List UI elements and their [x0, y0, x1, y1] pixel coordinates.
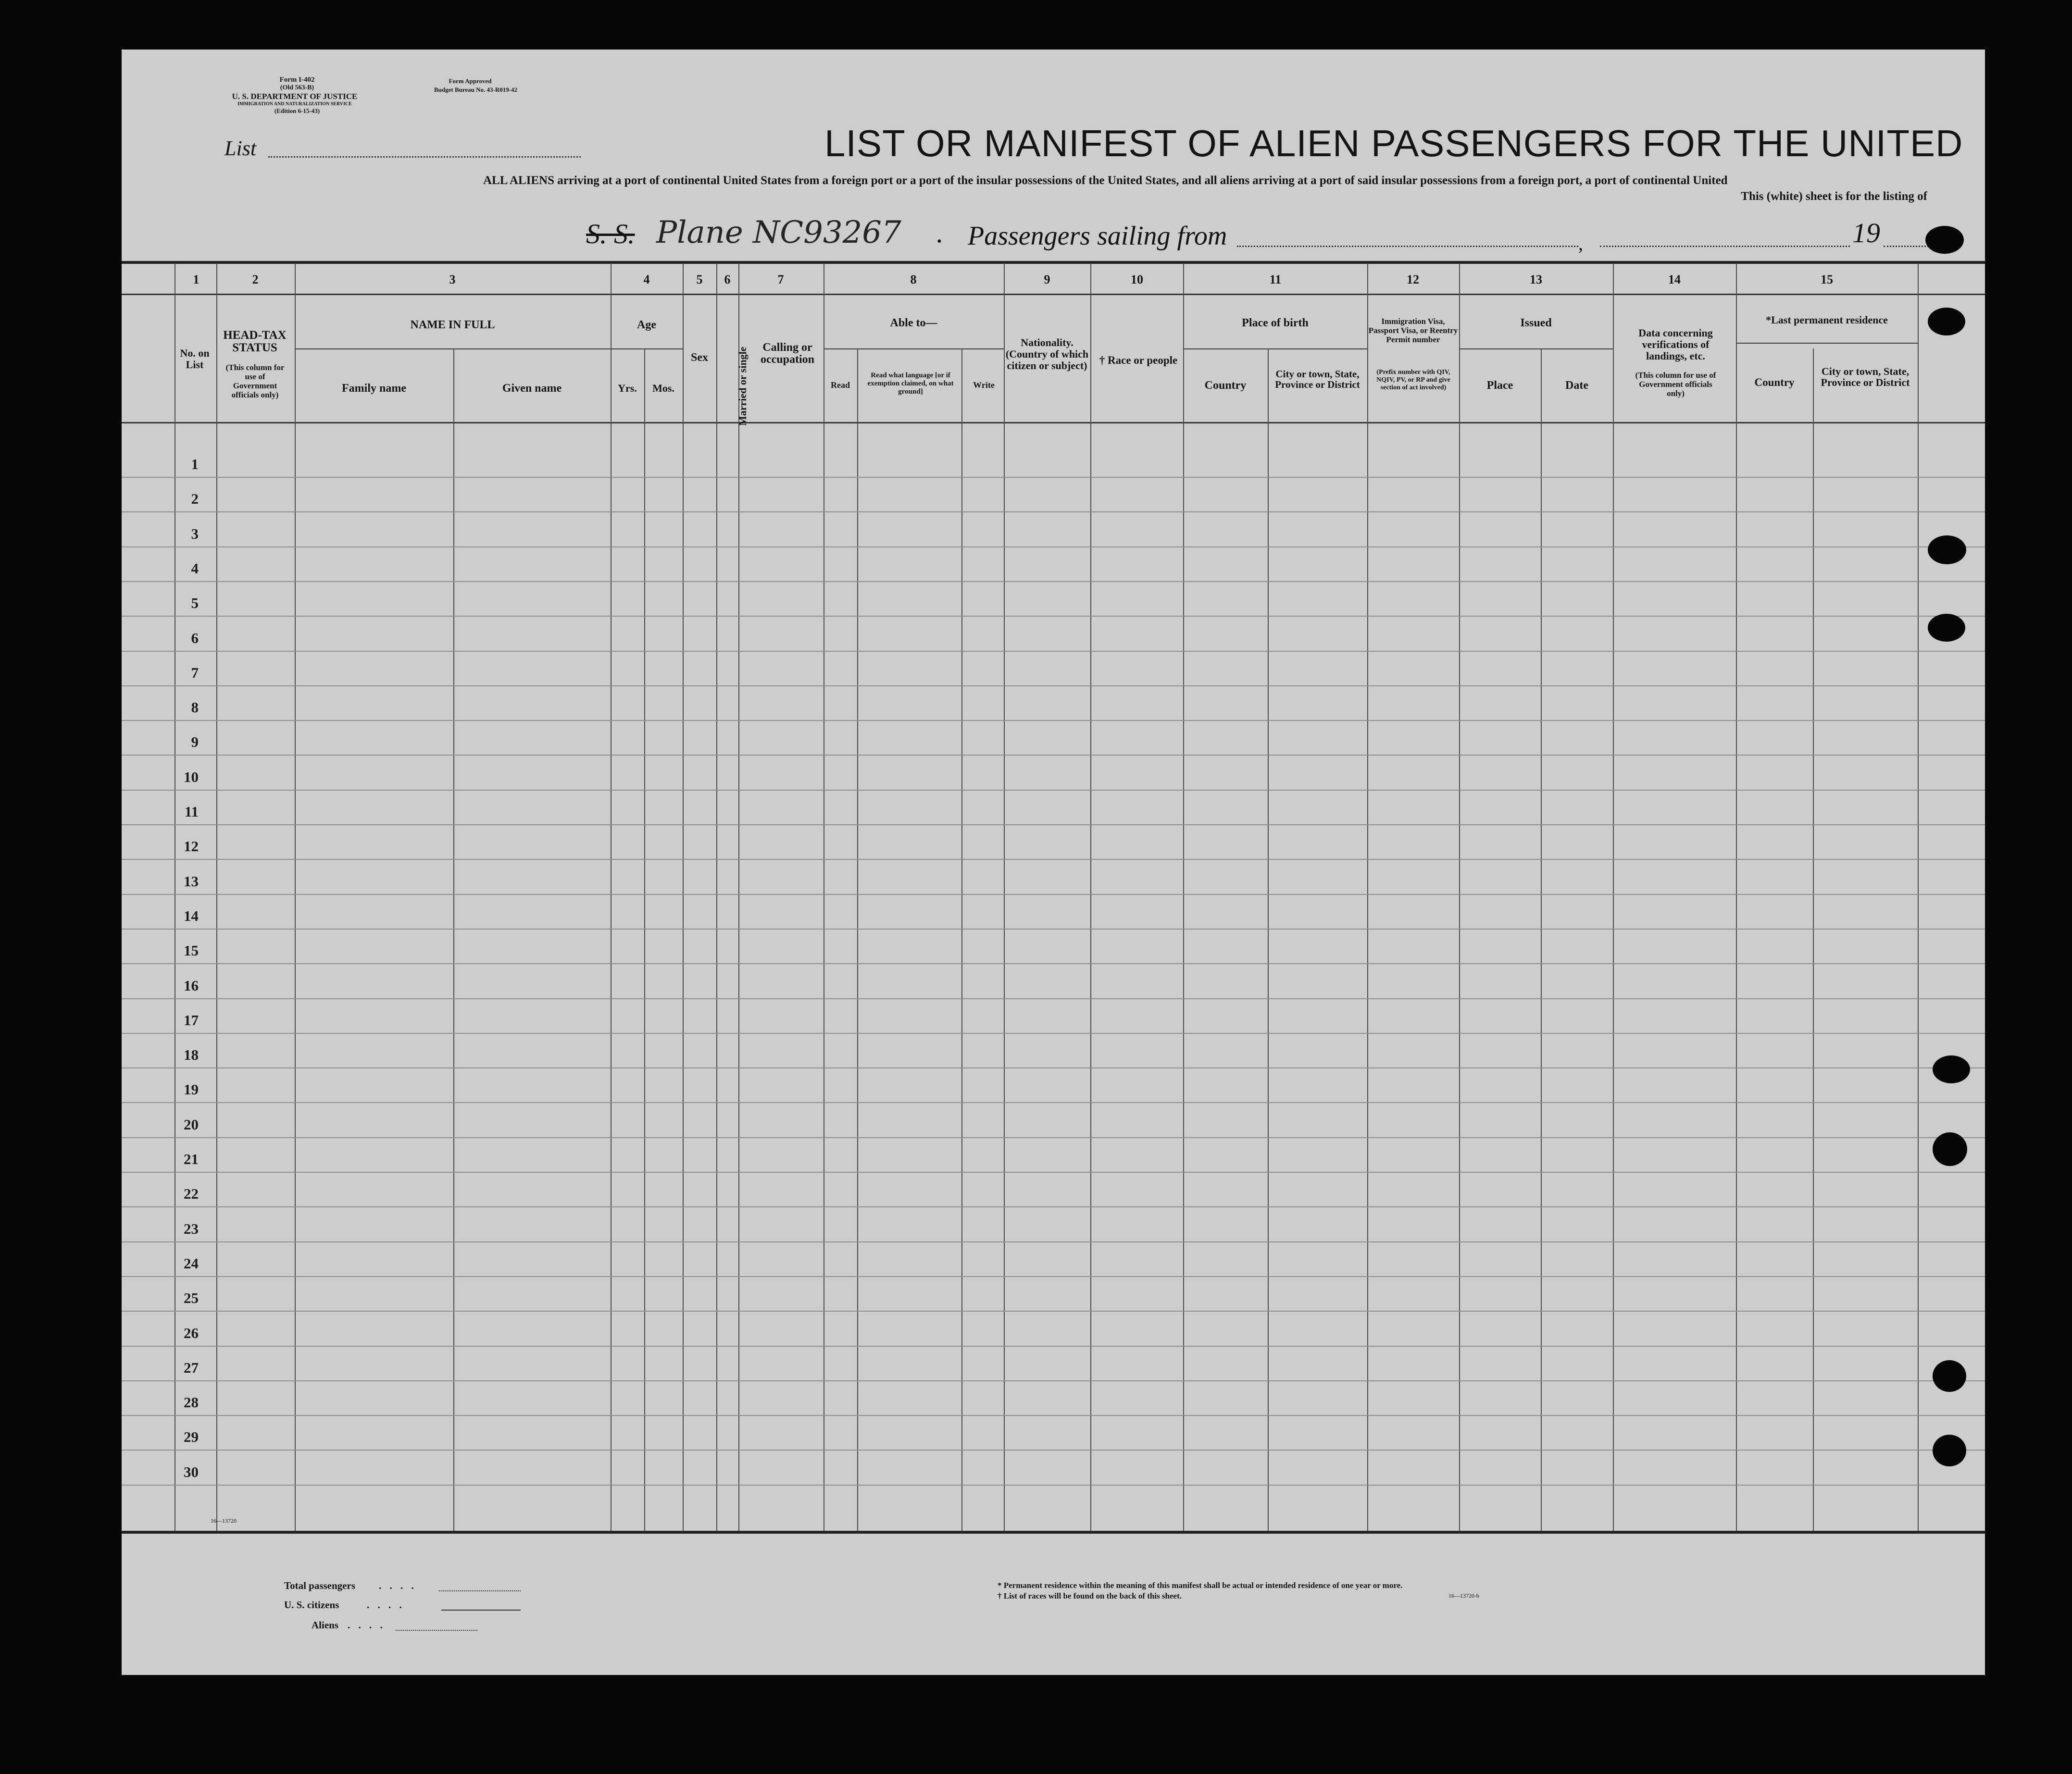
col-header-race-or-people: † Race or people [1099, 354, 1178, 366]
footnote-print-code: 16—13720-b [1448, 1592, 1479, 1599]
column-number: 9 [1044, 273, 1050, 286]
col-header-calling-or-occupation: Calling or occupation [760, 341, 814, 366]
row-number: 24 [184, 1254, 199, 1272]
row-number: 12 [184, 838, 199, 855]
column-number: 10 [1131, 273, 1143, 286]
row-number: 15 [184, 942, 199, 959]
col-header-nationality: Nationality. (Country of which citizen or subject) [1005, 336, 1089, 372]
sailing-date-field[interactable] [1600, 246, 1850, 247]
row-number: 1 [191, 456, 199, 472]
table-row[interactable] [122, 1137, 1985, 1138]
col-header-issued: Issued [1520, 317, 1552, 329]
us-citizens-field[interactable] [441, 1610, 521, 1611]
punch-hole [1928, 614, 1965, 642]
row-number: 29 [184, 1428, 199, 1446]
col-header-issued-place: Place [1486, 379, 1513, 392]
row-number: 19 [184, 1081, 199, 1098]
table-row[interactable] [122, 1102, 1985, 1103]
row-number: 2 [191, 490, 199, 508]
punch-hole [1925, 226, 1964, 254]
instruction-line-1: ALL ALIENS arriving at a port of continental United States from a foreign port or a port of the insular possessions of the United States, and all aliens arriving at a port of said insular possessions from a foreign port, a port of continental United [483, 174, 1728, 187]
col-header-visa-note: (Prefix number with QIV, NQIV, PV, or RP and give section of act involved) [1376, 369, 1450, 391]
col-header-last-residence: *Last permanent residence [1766, 314, 1888, 326]
year-prefix: 19 [1852, 217, 1880, 248]
col-header-family-name: Family name [342, 382, 406, 395]
col-header-age-months: Mos. [652, 382, 674, 394]
row-number: 18 [184, 1046, 199, 1064]
punch-hole [1933, 1055, 1970, 1083]
col-header-birth-country: Country [1204, 379, 1247, 392]
list-number-field[interactable] [268, 156, 581, 158]
col-header-residence-city: City or town, State, Province or District [1821, 365, 1910, 388]
table-row[interactable] [122, 859, 1985, 860]
aliens-label: Aliens [312, 1619, 339, 1631]
table-row[interactable] [122, 1450, 1985, 1451]
col-header-visa-number: Immigration Visa, Passport Visa, or Reentry Permit number [1368, 317, 1458, 344]
row-number: 6 [191, 629, 199, 646]
column-number: 2 [252, 273, 259, 286]
row-number: 23 [184, 1220, 199, 1237]
row-number: 17 [184, 1011, 199, 1029]
table-row[interactable] [122, 894, 1985, 895]
row-number: 13 [184, 872, 199, 890]
col-header-name-in-full: NAME IN FULL [410, 319, 495, 331]
punch-hole [1928, 308, 1965, 335]
column-number: 6 [724, 273, 731, 286]
row-number: 10 [184, 768, 199, 785]
row-number: 14 [184, 907, 199, 924]
table-row[interactable] [122, 651, 1985, 652]
row-number: 5 [191, 595, 199, 612]
col-header-sex: Sex [691, 351, 708, 364]
table-row[interactable] [122, 929, 1985, 930]
column-number: 8 [910, 273, 917, 286]
row-number: 30 [184, 1463, 199, 1480]
col-header-verification-data: Data concerning verifications of landings, etc. [1638, 327, 1713, 362]
col-header-read: Read [831, 380, 850, 390]
column-number: 3 [449, 273, 456, 286]
table-row[interactable] [122, 1033, 1985, 1034]
footnote-permanent-residence: * Permanent residence within the meaning of this manifest shall be actual or intended residence of one year or more. [998, 1581, 1403, 1590]
punch-hole [1933, 1435, 1966, 1466]
table-row[interactable] [122, 790, 1985, 791]
col-header-age-years: Yrs. [618, 382, 637, 394]
instruction-line-2: This (white) sheet is for the listing of [1741, 190, 1927, 203]
row-number: 7 [191, 664, 199, 681]
table-row[interactable] [122, 616, 1985, 617]
vessel-name-handwritten[interactable]: Plane NC93267 [656, 215, 901, 250]
column-number: 4 [643, 273, 650, 286]
sailing-year-field[interactable] [1884, 246, 1932, 247]
col-header-age: Age [637, 319, 656, 331]
row-number: 20 [184, 1116, 199, 1133]
sailing-from-label: Passengers sailing from [968, 221, 1227, 251]
col-header-given-name: Given name [502, 382, 562, 395]
table-row[interactable] [122, 1311, 1985, 1312]
punch-hole [1933, 1132, 1967, 1166]
row-number: 28 [184, 1394, 199, 1411]
row-number: 22 [184, 1185, 199, 1203]
edition-date: (Edition 6-15-43) [274, 107, 320, 114]
table-row[interactable] [122, 1206, 1985, 1207]
form-approved: Form Approved [449, 77, 492, 85]
total-passengers-label: Total passengers [284, 1580, 355, 1591]
table-row[interactable] [122, 546, 1985, 547]
row-number: 3 [191, 525, 199, 542]
col-header-head-tax-note: (This column for use of Government officials only) [225, 363, 285, 399]
row-number: 21 [184, 1151, 199, 1167]
list-label: List [225, 136, 257, 160]
table-row[interactable] [122, 1346, 1985, 1347]
column-number: 15 [1821, 273, 1833, 286]
table-row[interactable] [122, 1276, 1985, 1277]
vessel-prefix: S. S. [586, 218, 635, 249]
col-header-place-of-birth: Place of birth [1242, 317, 1309, 329]
form-title: LIST OR MANIFEST OF ALIEN PASSENGERS FOR THE UNITED [824, 122, 1963, 164]
table-row[interactable] [122, 824, 1985, 825]
col-header-no-on-list: No. on List [180, 347, 210, 371]
column-number: 5 [696, 273, 703, 286]
sailing-port-field[interactable] [1237, 246, 1578, 247]
table-row[interactable] [122, 720, 1985, 721]
row-number: 4 [191, 559, 199, 577]
form-number: Form I-402 [279, 76, 315, 84]
department-name: U. S. DEPARTMENT OF JUSTICE [232, 92, 358, 101]
table-row[interactable] [122, 1415, 1985, 1416]
column-number: 12 [1407, 273, 1419, 286]
budget-bureau-number: Budget Bureau No. 43-R019-42 [434, 86, 518, 93]
row-number: 8 [191, 699, 199, 716]
table-row[interactable] [122, 1485, 1985, 1486]
row-number: 16 [184, 977, 199, 994]
table-row[interactable] [122, 685, 1985, 686]
col-header-residence-country: Country [1754, 376, 1795, 388]
table-row[interactable] [122, 1380, 1985, 1381]
col-header-write: Write [973, 380, 995, 390]
column-number: 1 [193, 273, 200, 286]
row-number: 9 [191, 733, 199, 751]
punch-hole [1928, 535, 1966, 564]
col-header-married-or-single: Married or single [736, 347, 749, 426]
aliens-field[interactable] [396, 1630, 477, 1631]
column-number: 11 [1269, 273, 1282, 286]
footnote-races: † List of races will be found on the back of this sheet. [998, 1591, 1182, 1600]
column-number: 7 [777, 273, 784, 286]
table-row[interactable] [122, 755, 1985, 756]
row-number: 26 [184, 1324, 199, 1341]
table-row[interactable] [122, 581, 1985, 582]
col-header-read-language: Read what language [or if exemption claimed, on what ground] [867, 372, 954, 396]
row-number: 25 [184, 1290, 199, 1307]
table-row[interactable] [122, 1067, 1985, 1068]
row-number: 27 [184, 1359, 199, 1376]
table-row[interactable] [122, 998, 1985, 999]
manifest-sheet: Form I-402 (Old 563-B) U. S. DEPARTMENT OF JUSTICE IMMIGRATION AND NATURALIZATION SERVICE (Edition 6-15-43) Form Approved Budget Bureau No. 43-R019-42 List LIST OR MANIFEST OF ALIEN PASSENGERS FOR THE UNITED ALL ALIENS arriving at a port of continental United States from a foreign port or a port of the insular possessions of the United States, and all aliens arriving at a port of said insular possessions from a foreign port, a port of continental United This (white) sheet is for the listing of S. S. Plane NC93267 . Passengers sailing from , 19 1 2 3 4 5 6 7 8 9 10 11 12 13 14 15 No. on List HEAD-TAX STATUS (This column for use of Government officials only) NAME IN FULL Family name Given name Age Yrs. Mos. Sex Married or single Calling or occupation Able to— Read Read what language [or if exemption claimed, on what ground] Write Nationality. (Country of which citizen or subject) † Race or people Place of birth Country City or town, State, Province or District Immigration Visa, Passport Visa, or Reentry Permit number (Prefix number with QIV, NQIV, PV, or RP and give section of act involved) Issued Place Date Data concerning verifications of landings, etc. (This column for use of Government officials only) *Last permanent residence Country City or town, State, Province or District 1 2 3 4 5 6 7 8 9 10 11 12 13 14 15 16 17 18 19 20 21 22 23 24 25 26 27 28 29 30 16—13720 Total passengers . . . . U. S. citizens . . . . Aliens . . . . * Permanent residence within the meaning of this manifest shall be actual or intended residence of one year or more. † List of races will be found on the back of this sheet. 16—13720-b [122, 50, 1985, 1675]
col-header-issued-date: Date [1565, 379, 1588, 392]
col-header-birth-city: City or town, State, Province or District [1275, 368, 1360, 390]
col-header-able-to: Able to— [890, 317, 937, 329]
table-row[interactable] [122, 1241, 1985, 1242]
col-header-verification-note: (This column for use of Government officials only) [1635, 371, 1716, 398]
row-number: 11 [184, 803, 199, 820]
table-row[interactable] [122, 511, 1985, 512]
column-number: 14 [1668, 273, 1681, 286]
column-number: 13 [1530, 273, 1542, 286]
table-row[interactable] [122, 1172, 1985, 1173]
service-name: IMMIGRATION AND NATURALIZATION SERVICE [237, 101, 352, 107]
table-row[interactable] [122, 477, 1985, 478]
total-passengers-field[interactable] [439, 1590, 521, 1591]
us-citizens-label: U. S. citizens [284, 1599, 339, 1611]
old-form-number: (Old 563-B) [280, 84, 314, 91]
table-row[interactable] [122, 963, 1985, 964]
punch-hole [1933, 1360, 1966, 1392]
print-code: 16—13720 [211, 1517, 237, 1524]
col-header-head-tax: HEAD-TAX STATUS [223, 329, 287, 354]
